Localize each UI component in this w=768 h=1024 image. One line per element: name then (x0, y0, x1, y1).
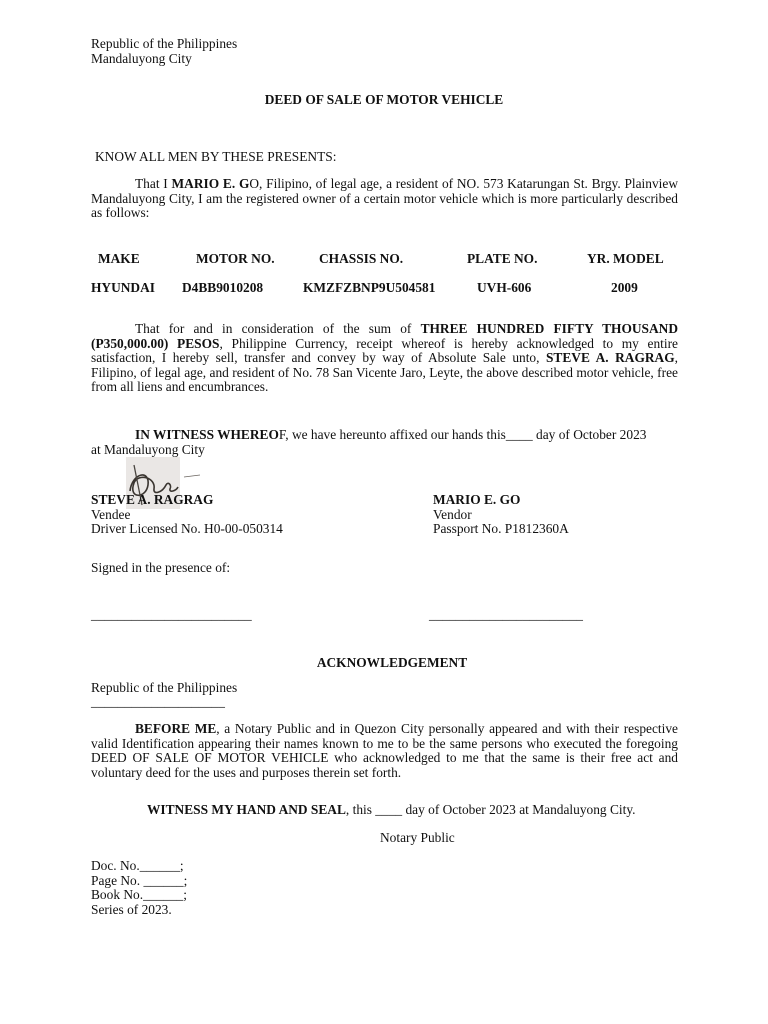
td-plate-no: UVH-606 (477, 280, 532, 295)
vendor-block (433, 493, 569, 537)
vendee-block (91, 493, 283, 537)
notary-public: Notary Public (380, 830, 455, 845)
witness-paragraph: IN WITNESS WHEREOF, we have hereunto affixed our hands this____ day of October 2023 at Mandaluyong City (91, 427, 647, 457)
series: Series of 2023. (91, 901, 172, 917)
ack-republic: Republic of the Philippines (91, 680, 238, 695)
ack-blank-line: ____________________ (91, 694, 225, 709)
vendee-id: Driver Licensed No. H0-00-050314 (91, 521, 283, 537)
acknowledgement-title: ACKNOWLEDGEMENT (316, 655, 468, 670)
doc-no: Doc. No.______; (91, 858, 184, 873)
td-chassis-no: KMZFZBNP9U504581 (303, 280, 436, 295)
vendor-role: Vendor (433, 506, 472, 522)
th-motor-no: MOTOR NO. (196, 251, 275, 266)
book-no: Book No.______; (91, 887, 187, 903)
th-plate-no: PLATE NO. (467, 251, 538, 266)
ack-paragraph: BEFORE ME, a Notary Public and in Quezon City personally appeared and with their respective valid Identification appearing their names known to me to be the same persons who executed the foregoing DEED OF SALE OF MOTOR VEHICLE who acknowledged to me that the same is their free act and voluntary deed for the uses and purposes therein set forth. (91, 721, 679, 780)
td-yr-model: 2009 (611, 280, 638, 295)
know-all-men: KNOW ALL MEN BY THESE PRESENTS: (95, 149, 337, 164)
header-republic: Republic of the Philippines (91, 36, 238, 51)
vendor-id: Passport No. P1812360A (433, 521, 569, 537)
header-city: Mandaluyong City (91, 50, 192, 66)
buyer-name: STEVE A. RAGRAG (545, 350, 675, 366)
witness-line-left: ________________________ (91, 607, 252, 622)
seal-paragraph: WITNESS MY HAND AND SEAL, this ____ day of October 2023 at Mandaluyong City. (147, 802, 636, 817)
signed-presence: Signed in the presence of: (91, 560, 231, 575)
vendee-name: STEVE A. RAGRAG (91, 492, 214, 507)
vendor-name: MARIO E. G (171, 176, 250, 191)
header (91, 37, 237, 66)
td-make: HYUNDAI (91, 280, 155, 295)
amount: THREE HUNDRED FIFTY THOUSAND (P350,000.00) PESOS (91, 321, 678, 351)
document-title: DEED OF SALE OF MOTOR VEHICLE (264, 92, 504, 107)
th-yr-model: YR. MODEL (587, 251, 664, 266)
vendor-paragraph: That I MARIO E. GO, Filipino, of legal age, a resident of NO. 573 Katarungan St. Brgy. Plainview Mandaluyong City, I am the registered owner of a certain motor vehicle which is more particularly described as follows: (91, 176, 679, 221)
vendee-role: Vendee (91, 506, 131, 522)
td-motor-no: D4BB9010208 (182, 280, 264, 295)
th-chassis-no: CHASSIS NO. (319, 251, 404, 266)
docket (91, 859, 187, 917)
page-no: Page No. ______; (91, 872, 188, 888)
vendor-sign-name: MARIO E. GO (433, 492, 521, 507)
witness-line-right: _______________________ (429, 607, 583, 622)
th-make: MAKE (98, 251, 140, 266)
consideration-paragraph: That for and in consideration of the sum of THREE HUNDRED FIFTY THOUSAND (P350,000.00) PESOS, Philippine Currency, receipt whereof is hereby acknowledged to my entire satisfaction, I hereby sell, transfer and convey by way of Absolute Sale unto, STEVE A. RAGRAG, Filipino, of legal age, and resident of No. 78 San Vicente Jaro, Leyte, the above described motor vehicle, free from all liens and encumbrances. (91, 321, 678, 395)
